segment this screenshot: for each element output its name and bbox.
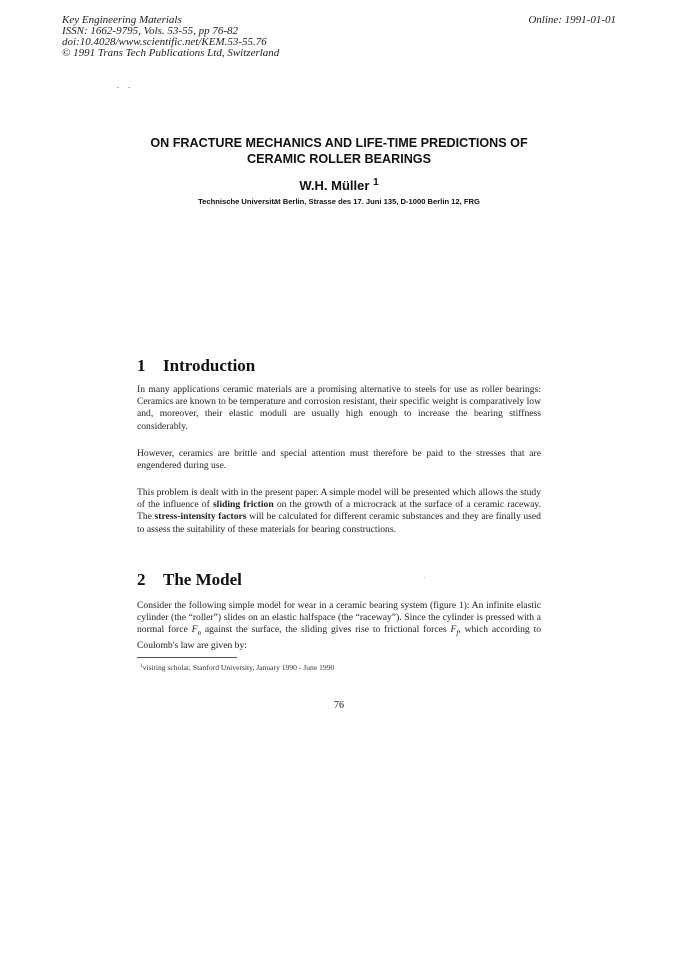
section-number: 2 xyxy=(137,570,146,589)
text-run: Consider the following simple model for wear in a ceramic bearing system (figure 1): An infinite elastic cylinder (the “roller”) slides on an elastic halfspace (the “raceway”). Since the cylinder is pressed with a normal force xyxy=(137,600,541,636)
copyright-line: © 1991 Trans Tech Publications Ltd, Switzerland xyxy=(62,47,280,59)
symbol-subscript: f xyxy=(456,629,459,638)
section-number: 1 xyxy=(137,356,146,375)
text-run: against the surface, the sliding gives rise to frictional forces xyxy=(204,624,447,636)
scan-speck xyxy=(128,87,130,88)
section-heading-introduction xyxy=(137,356,255,376)
title-line-1: ON FRACTURE MECHANICS AND LIFE-TIME PREDICTIONS OF xyxy=(150,136,528,150)
intro-paragraph-1: In many applications ceramic materials are a promising alternative to steels for use as roller bearings: Ceramics are known to be temperature and corrosion resistant, their specific weight is comparatively low and, moreover, their elastic moduli are usually high enough to increase the bearing stiffness considerably. xyxy=(137,384,541,432)
term-sliding-friction: sliding friction xyxy=(212,499,274,511)
footnote xyxy=(140,661,334,673)
model-paragraph-1 xyxy=(137,600,541,652)
symbol-base: F xyxy=(450,624,457,636)
footnote-rule xyxy=(137,657,237,658)
symbol-normal-force xyxy=(191,624,201,638)
paper-title xyxy=(100,135,578,167)
footnote-mark: 1 xyxy=(140,663,143,669)
scan-speck xyxy=(424,577,425,578)
title-line-2: CERAMIC ROLLER BEARINGS xyxy=(246,152,431,166)
author-name: W.H. Müller xyxy=(299,178,370,193)
author xyxy=(0,175,678,194)
term-stress-intensity: stress-intensity factors xyxy=(154,511,247,523)
author-footnote-mark: 1 xyxy=(373,177,379,188)
intro-paragraph-3 xyxy=(137,487,541,536)
page-number: 76 xyxy=(334,700,344,711)
text-run: on the growth of a microcrack at the surface of a ceramic raceway. The xyxy=(137,499,542,523)
symbol-subscript: n xyxy=(197,629,201,638)
scan-speck xyxy=(117,87,119,88)
publication-metadata xyxy=(62,15,279,59)
footnote-text: visiting scholar, Stanford University, January 1990 - June 1990 xyxy=(142,663,335,672)
intro-paragraph-2: However, ceramics are brittle and special attention must therefore be paid to the stresses that are engendered during use. xyxy=(137,448,541,472)
text-run: will be calculated for different ceramic substances and they are finally used to assess the suitability of these materials for bearing constructions. xyxy=(137,511,541,535)
journal-name: Key Engineering Materials xyxy=(62,14,182,26)
text-run: , which according to Coulomb's law are given by: xyxy=(137,624,542,651)
affiliation: Technische Universität Berlin, Strasse des 17. Juni 135, D-1000 Berlin 12, FRG xyxy=(198,197,480,206)
symbol-base: F xyxy=(191,624,198,636)
section-title: The Model xyxy=(163,570,242,589)
online-date: Online: 1991-01-01 xyxy=(528,14,616,26)
section-heading-model xyxy=(137,570,242,590)
doi-line: doi:10.4028/www.scientific.net/KEM.53-55.76 xyxy=(62,36,267,48)
section-title: Introduction xyxy=(163,356,256,375)
text-run: This problem is dealt with in the present paper. A simple model will be presented which allows the study of the influence of xyxy=(137,487,541,511)
issn-line: ISSN: 1662-9795, Vols. 53-55, pp 76-82 xyxy=(62,25,238,37)
